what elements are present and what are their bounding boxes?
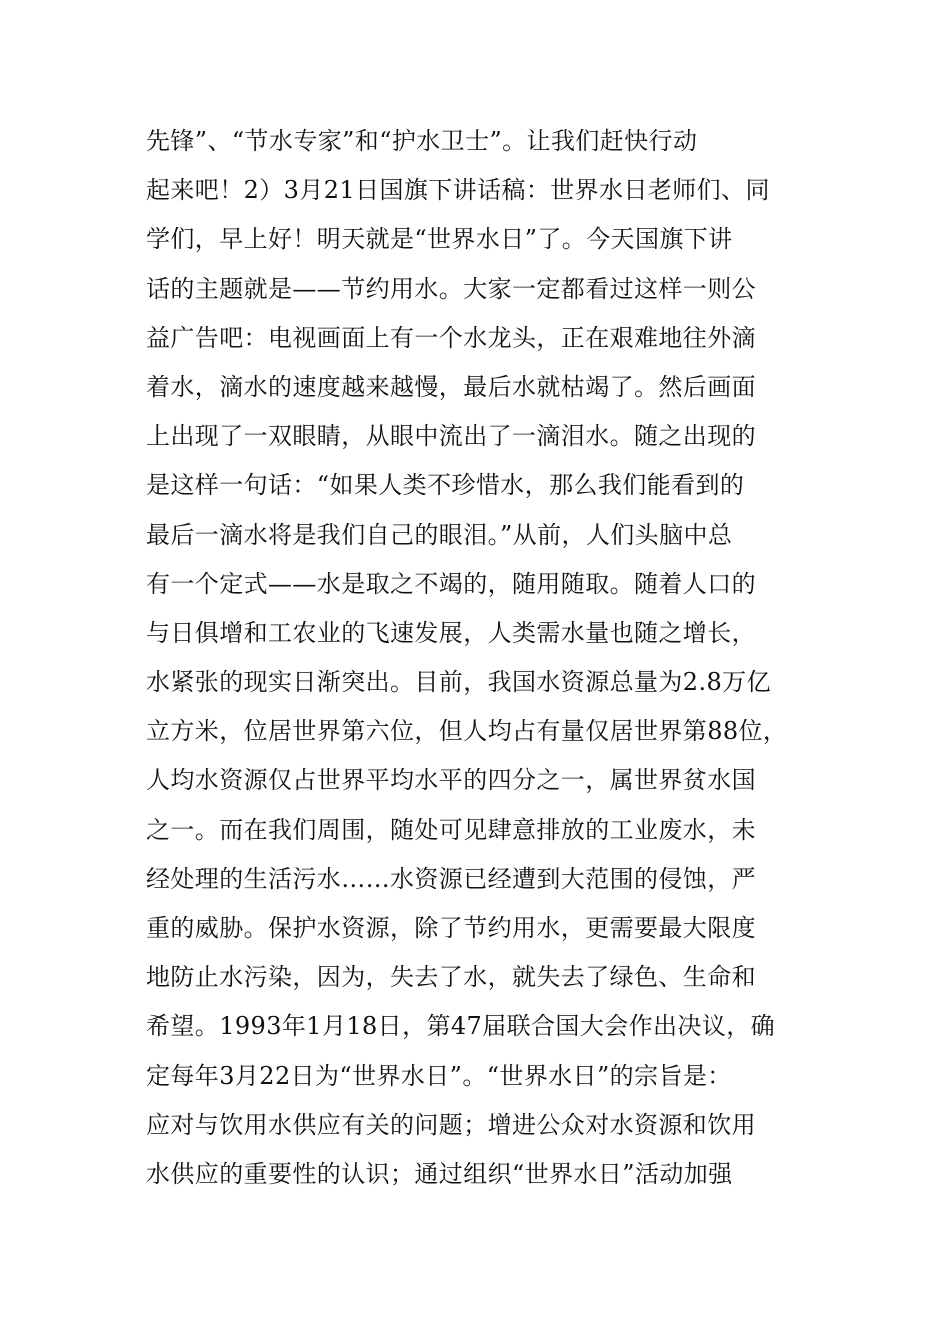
text-line: 着水，滴水的速度越来越慢，最后水就枯竭了。然后画面 — [146, 372, 756, 401]
text-line: 应对与饮用水供应有关的问题；增进公众对水资源和饮用 — [146, 1110, 756, 1139]
text-line: 之一。而在我们周围，随处可见肆意排放的工业废水，未 — [146, 815, 756, 844]
text-line: 话的主题就是——节约用水。大家一定都看过这样一则公 — [146, 274, 756, 303]
text-line: 与日俱增和工农业的飞速发展，人类需水量也随之增长， — [146, 618, 756, 647]
text-line: 重的威胁。保护水资源，除了节约用水，更需要最大限度 — [146, 914, 756, 942]
text-line: 先锋”、“节水专家”和“护水卫士”。让我们赶快行动 — [146, 127, 698, 155]
text-line: 立方米，位居世界第六位，但人均占有量仅居世界第88位， — [146, 717, 788, 746]
text-line: 希望。1993年1月18日，第47届联合国大会作出决议，确 — [146, 1012, 776, 1041]
text-line: 是这样一句话：“如果人类不珍惜水，那么我们能看到的 — [146, 471, 745, 500]
text-line: 最后一滴水将是我们自己的眼泪。”从前，人们头脑中总 — [146, 520, 733, 549]
text-line: 水供应的重要性的认识；通过组织“世界水日”活动加强 — [146, 1159, 733, 1188]
text-line: 地防止水污染，因为，失去了水，就失去了绿色、生命和 — [146, 963, 756, 992]
text-line: 起来吧！2）3月21日国旗下讲话稿：世界水日老师们、同 — [146, 176, 770, 205]
text-line: 水紧张的现实日渐突出。目前，我国水资源总量为2.8万亿 — [146, 668, 771, 697]
text-line: 上出现了一双眼睛，从眼中流出了一滴泪水。随之出现的 — [146, 422, 756, 451]
text-line: 益广告吧：电视画面上有一个水龙头，正在艰难地往外滴 — [146, 323, 756, 352]
text-line: 人均水资源仅占世界平均水平的四分之一，属世界贫水国 — [146, 766, 756, 795]
text-line: 学们，早上好！明天就是“世界水日”了。今天国旗下讲 — [146, 225, 733, 254]
text-line: 有一个定式——水是取之不竭的，随用随取。随着人口的 — [146, 569, 756, 598]
text-line: 经处理的生活污水……水资源已经遭到大范围的侵蚀，严 — [146, 864, 756, 893]
text-line: 定每年3月22日为“世界水日”。“世界水日”的宗旨是： — [146, 1061, 732, 1090]
body-text — [146, 117, 846, 1199]
